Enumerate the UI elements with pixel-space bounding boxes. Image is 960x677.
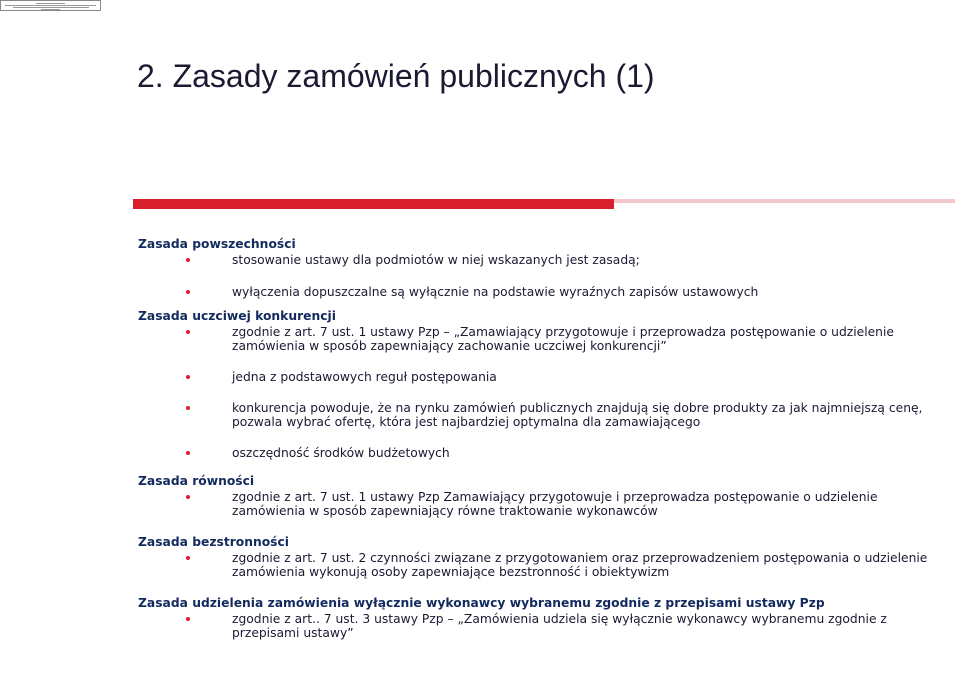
divider-accent <box>133 199 614 209</box>
list-item <box>138 325 948 353</box>
list-item <box>138 285 948 299</box>
document-stamp <box>0 0 101 11</box>
list-item <box>138 490 948 518</box>
bullet-list <box>138 490 948 518</box>
item-text: konkurencja powoduje, że na rynku zamówień publicznych znajdują się dobre produkty za jak najmniejszą cenę, pozwala wybrać ofertę, która jest najbardziej optymalna dla zamawiającego <box>232 401 923 429</box>
bullet-icon <box>186 290 190 294</box>
list-item <box>138 370 948 384</box>
item-text: stosowanie ustawy dla podmiotów w niej wskazanych jest zasadą; <box>232 253 640 267</box>
bullet-list <box>138 325 948 460</box>
section-heading: Zasada powszechności <box>138 237 296 251</box>
section-heading: Zasada uczciwej konkurencji <box>138 309 336 323</box>
slide-body <box>138 237 948 640</box>
bullet-icon <box>186 617 190 621</box>
list-item <box>138 612 948 640</box>
bullet-icon <box>186 556 190 560</box>
item-text: oszczędność środków budżetowych <box>232 446 450 460</box>
item-text: jedna z podstawowych reguł postępowania <box>232 370 497 384</box>
item-text: zgodnie z art.. 7 ust. 3 ustawy Pzp – „Zamówienia udziela się wyłącznie wykonawcy wybranemu zgodnie z przepisami ustawy” <box>232 612 887 640</box>
list-item <box>138 253 948 267</box>
bullet-icon <box>186 495 190 499</box>
list-item <box>138 551 948 579</box>
item-text: zgodnie z art. 7 ust. 2 czynności związane z przygotowaniem oraz przeprowadzeniem postępowania o udzielenie zamówienia wykonują osoby zapewniające bezstronność i obiektywizm <box>232 551 928 579</box>
section-heading: Zasada udzielenia zamówienia wyłącznie wykonawcy wybranemu zgodnie z przepisami ustawy Pzp <box>138 596 825 610</box>
bullet-list <box>138 253 948 299</box>
item-text: zgodnie z art. 7 ust. 1 ustawy Pzp – „Zamawiający przygotowuje i przeprowadza postępowanie o udzielenie zamówienia w sposób zapewniający zachowanie uczciwej konkurencji” <box>232 325 894 353</box>
bullet-icon <box>186 406 190 410</box>
bullet-list <box>138 551 948 579</box>
bullet-icon <box>186 451 190 455</box>
bullet-icon <box>186 258 190 262</box>
slide-title: 2. Zasady zamówień publicznych (1) <box>137 58 655 94</box>
item-text: wyłączenia dopuszczalne są wyłącznie na podstawie wyraźnych zapisów ustawowych <box>232 285 759 299</box>
title-divider <box>133 199 955 209</box>
section-heading: Zasada bezstronności <box>138 535 290 549</box>
item-text: zgodnie z art. 7 ust. 1 ustawy Pzp Zamawiający przygotowuje i przeprowadza postępowanie o udzielenie zamówienia w sposób zapewniający równe traktowanie wykonawców <box>232 490 878 518</box>
bullet-icon <box>186 330 190 334</box>
bullet-list <box>138 612 948 640</box>
list-item <box>138 446 948 460</box>
divider-tail <box>614 199 955 203</box>
list-item <box>138 401 948 429</box>
section-heading: Zasada równości <box>138 474 255 488</box>
bullet-icon <box>186 375 190 379</box>
